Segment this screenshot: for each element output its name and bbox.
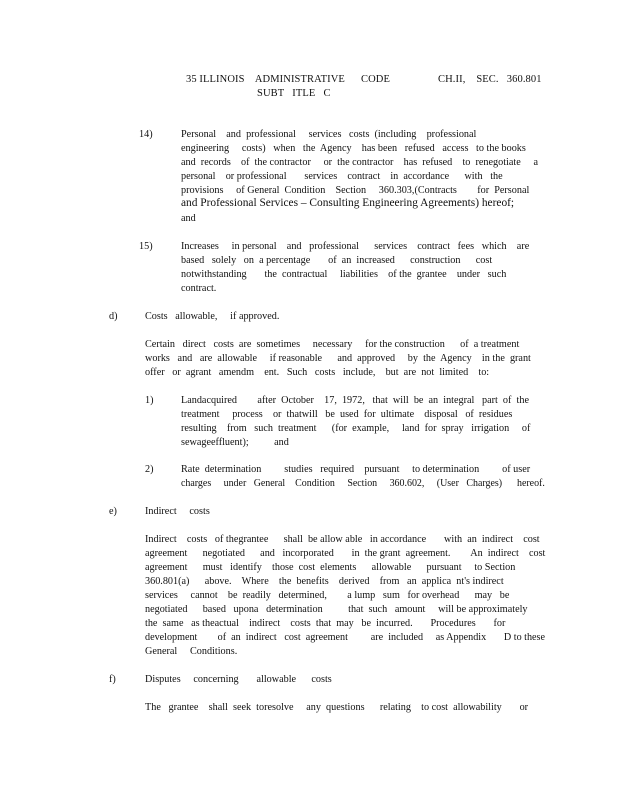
item-text-line: Rate determination studies required pursuant to determination of user: [181, 464, 531, 475]
section-marker: e): [109, 506, 117, 517]
item-marker: 15): [139, 241, 153, 252]
item-marker: 2): [145, 464, 154, 475]
header-subtitle: SUBT ITLE C: [257, 88, 331, 99]
item-text-line: Landacquired after October 17, 1972, that will be an integral part of the: [181, 395, 529, 406]
paragraph-line: agreement must identify those cost elements allowable pursuant to Section: [145, 562, 516, 573]
paragraph-line: agreement negotiated and incorporated in the grant agreement. An indirect cost: [145, 548, 546, 559]
item-text-line: Increases in personal and professional services contract fees which are: [181, 241, 530, 252]
section-marker: f): [109, 674, 116, 685]
item-text-line: Personal and professional services costs (including professional: [181, 129, 477, 140]
paragraph-line: offer or agrant amendm ent. Such costs include, but are not limited to:: [145, 367, 490, 378]
item-text-line: contract.: [181, 283, 217, 294]
item-text-line: sewageeffluent); and: [181, 437, 289, 448]
paragraph-line: negotiated based upona determination that such amount will be approximately: [145, 604, 528, 615]
item-text-line: engineering costs) when the Agency has been refused access to the books: [181, 143, 526, 154]
section-heading: Costs allowable, if approved.: [145, 311, 280, 322]
paragraph-line: services cannot be readily determined, a lump sum for overhead may be: [145, 590, 510, 601]
item-text-line: and records of the contractor or the contractor has refused to renegotiate a: [181, 157, 538, 168]
section-marker: d): [109, 311, 118, 322]
item-text-line: resulting from such treatment (for example, land for spray irrigation of: [181, 423, 531, 434]
paragraph-line: Indirect costs of thegrantee shall be allow able in accordance with an indirect cost: [145, 534, 540, 545]
paragraph-line: 360.801(a) above. Where the benefits derived from an applica nt's indirect: [145, 576, 504, 587]
item-text-line: based solely on a percentage of an increased construction cost: [181, 255, 493, 266]
header-left: 35 ILLINOIS ADMINISTRATIVE: [186, 74, 345, 85]
paragraph-line: development of an indirect cost agreement are included as Appendix D to these: [145, 632, 546, 643]
header-right: CH.II, SEC. 360.801: [438, 74, 542, 85]
item-text-line: and Professional Services – Consulting Engineering Agreements) hereof;: [181, 197, 515, 209]
item-marker: 1): [145, 395, 154, 406]
paragraph-line: works and are allowable if reasonable and approved by the Agency in the grant: [145, 353, 531, 364]
paragraph-line: General Conditions.: [145, 646, 238, 657]
section-heading: Disputes concerning allowable costs: [145, 674, 332, 685]
item-text-line: personal or professional services contract in accordance with the: [181, 171, 503, 182]
header-code: CODE: [361, 74, 390, 85]
item-text-line: charges under General Condition Section 360.602, (User Charges) hereof.: [181, 478, 545, 489]
item-text-line: notwithstanding the contractual liabilities of the grantee under such: [181, 269, 507, 280]
paragraph-line: Certain direct costs are sometimes necessary for the construction of a treatment: [145, 339, 520, 350]
paragraph-line: the same as theactual indirect costs that may be incurred. Procedures for: [145, 618, 506, 629]
item-text-line: and: [181, 213, 196, 224]
item-marker: 14): [139, 129, 153, 140]
paragraph-line: The grantee shall seek toresolve any questions relating to cost allowability or: [145, 702, 529, 713]
item-text-line: provisions of General Condition Section 360.303,(Contracts for Personal: [181, 185, 530, 196]
item-text-line: treatment process or thatwill be used for ultimate disposal of residues: [181, 409, 513, 420]
section-heading: Indirect costs: [145, 506, 210, 517]
